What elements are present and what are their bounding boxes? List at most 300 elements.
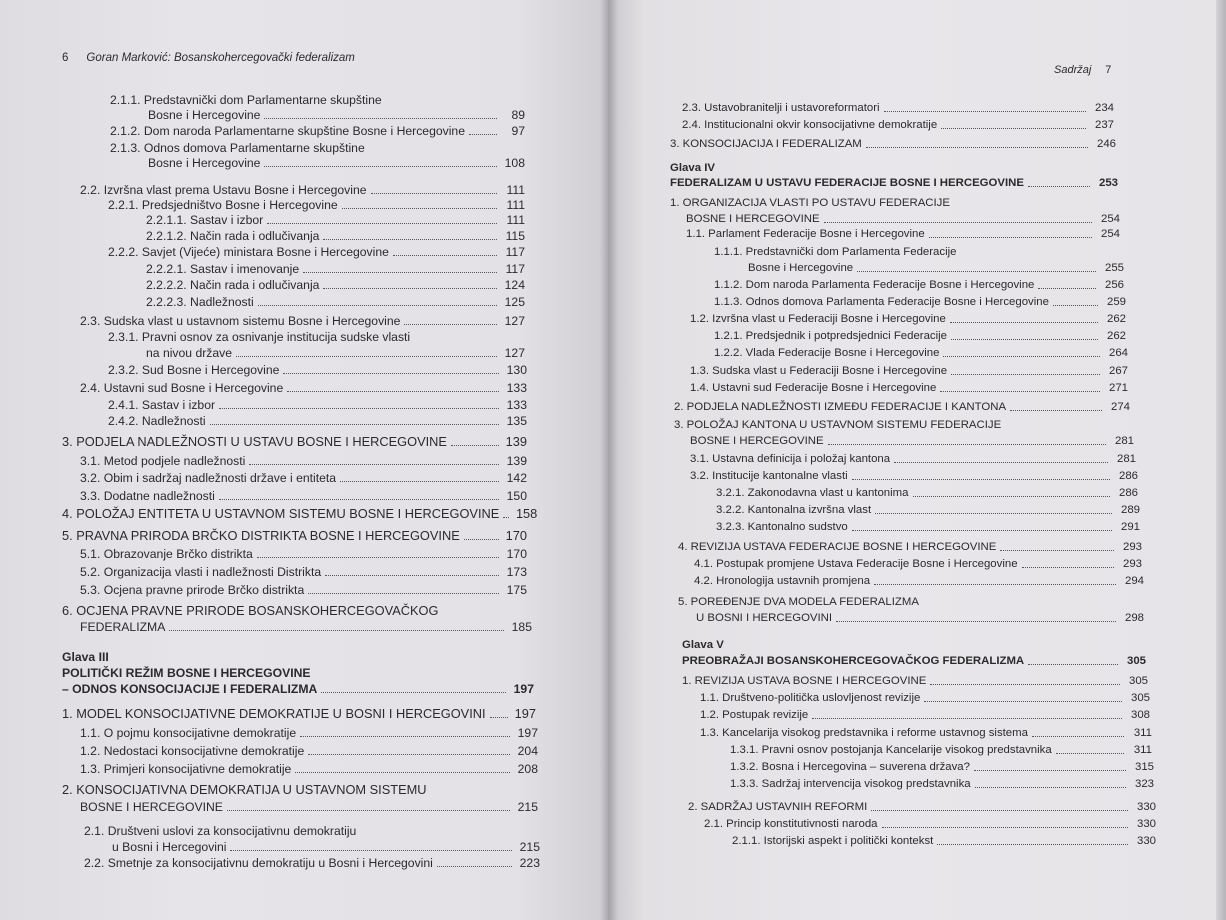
toc-entry-label: 2.2.2.1. Sastav i imenovanje	[146, 262, 300, 276]
toc-entry-page-number: 111	[506, 213, 525, 227]
dot-leader	[451, 445, 499, 446]
dot-leader	[267, 223, 497, 224]
toc-entry-page-number: 256	[1104, 279, 1124, 291]
toc-entry-page-number: 108	[504, 156, 525, 170]
toc-entry-label: FEDERALIZAM U USTAVU FEDERACIJE BOSNE I HERCEGOVINE	[670, 177, 1024, 189]
dot-leader	[258, 305, 497, 306]
toc-entry-2-1-drustveni-uslovi-za-konsocijativnu-d: 2.1. Društveni uslovi za konsocijativnu demokratiju	[84, 824, 357, 838]
dot-leader	[894, 462, 1108, 463]
toc-entry-page-number: 286	[1118, 470, 1138, 482]
toc-entry-label: 2.1.2. Dom naroda Parlamentarne skupštine Bosne i Hercegovine	[110, 124, 465, 138]
dot-leader	[210, 424, 499, 425]
toc-entry-2-4-1-sastav-i-izbor	[108, 398, 527, 412]
toc-entry-page-number: 139	[505, 434, 527, 449]
toc-entry-label: Bosne i Hercegovine	[748, 262, 854, 274]
toc-entry-page-number: 330	[1136, 818, 1156, 830]
dot-leader	[303, 272, 497, 273]
toc-entry-label: 3.2. Obim i sadržaj nadležnosti države i entiteta	[80, 471, 337, 485]
toc-entry-label: 3.2. Institucije kantonalne vlasti	[690, 470, 848, 482]
toc-entry-6-ocjena-pravne-prirode-bosanskohercegov: 6. OCJENA PRAVNE PRIRODE BOSANSKOHERCEGOVAČKOG	[62, 603, 439, 618]
toc-entry-label: 1. REVIZIJA USTAVA BOSNE I HERCEGOVINE	[682, 675, 927, 687]
toc-entry-page-number: 185	[511, 620, 532, 634]
toc-entry-label: 2.1. Princip konstitutivnosti naroda	[704, 818, 878, 830]
dot-leader	[929, 237, 1092, 238]
toc-entry-label: – ODNOS KONSOCIJACIJE I FEDERALIZMA	[62, 682, 318, 696]
toc-entry-label: 2.3. Ustavobranitelji i ustavoreformatori	[682, 102, 880, 114]
toc-entry-label: 3.1. Metod podjele nadležnosti	[80, 454, 246, 468]
toc-entry-page-number: 215	[517, 800, 538, 814]
dot-leader	[295, 772, 510, 773]
toc-entry-page-number: 170	[506, 547, 527, 561]
toc-entry-page-number: 264	[1108, 347, 1128, 359]
toc-entry-3-2-1-zakonodavna-vlast-u-kantonima	[716, 486, 1138, 500]
toc-entry-4-polozaj-entiteta-u-ustavnom-sistemu-bo	[62, 506, 538, 521]
toc-entry-page-number: 289	[1120, 504, 1140, 516]
toc-entry-2-2-1-predsjednistvo-bosne-i-hercegovine	[108, 198, 525, 212]
toc-entry-2-1-1-predstavnicki-dom-parlamentarne-sk: 2.1.1. Predstavnički dom Parlamentarne skupštine	[110, 93, 382, 107]
toc-entry-label: 1.3. Sudska vlast u Federaciji Bosne i Hercegovine	[690, 365, 948, 377]
toc-entry-label: 2.2.1.1. Sastav i izbor	[146, 213, 264, 227]
toc-entry-label: 4. POLOŽAJ ENTITETA U USTAVNOM SISTEMU BOSNE I HERCEGOVINE	[62, 506, 500, 521]
toc-entry-1-2-nedostaci-konsocijativne-demokratije	[80, 744, 538, 758]
toc-entry-page-number: 234	[1094, 102, 1114, 114]
toc-entry-2-2-1-2-nacin-rada-i-odlucivanja	[146, 229, 525, 243]
dot-leader	[257, 557, 499, 558]
toc-entry-4-1-postupak-promjene-ustava-federacije-	[694, 557, 1142, 571]
toc-entry-2-4-institucionalni-okvir-konsocijativne	[682, 118, 1114, 132]
toc-entry-label: 1.1.2. Dom naroda Parlamenta Federacije Bosne i Hercegovine	[714, 279, 1035, 291]
toc-entry-page-number: 133	[506, 398, 527, 412]
toc-entry-2-2-1-1-sastav-i-izbor	[146, 213, 525, 227]
toc-entry-2-4-ustavni-sud-bosne-i-hercegovine	[80, 381, 527, 395]
dot-leader	[924, 701, 1122, 702]
toc-entry-label: 5.1. Obrazovanje Brčko distrikta	[80, 547, 253, 561]
toc-entry-label: 1.1. Društveno-politička uslovljenost revizije	[700, 692, 921, 704]
toc-entry-label: 2.3.2. Sud Bosne i Hercegovine	[108, 363, 280, 377]
toc-entry-1-organizacija-vlasti-po-ustavu-federaci: 1. ORGANIZACIJA VLASTI PO USTAVU FEDERACIJE	[670, 197, 950, 209]
toc-entry-3-1-metod-podjele-nadleznosti	[80, 454, 527, 468]
toc-entry-3-polozaj-kantona-u-ustavnom-sistemu-fed: 3. POLOŽAJ KANTONA U USTAVNOM SISTEMU FEDERACIJE	[674, 419, 1002, 431]
toc-entry-politicki-rezim-bosne-i-hercegovine: POLITIČKI REŽIM BOSNE I HERCEGOVINE	[62, 666, 311, 680]
toc-entry-page-number: 117	[505, 245, 525, 259]
toc-entry-label: 2.2. Smetnje za konsocijativnu demokratiju u Bosni i Hercegovini	[84, 856, 433, 870]
toc-entry-page-number: 262	[1106, 313, 1126, 325]
toc-entry-page-number: 111	[506, 183, 525, 197]
dot-leader	[1053, 305, 1098, 306]
toc-entry-odnos-konsocijacije-i-federalizma	[62, 682, 534, 696]
toc-entry-page-number: 223	[519, 856, 540, 870]
toc-entry-label: PREOBRAŽAJI BOSANSKOHERCEGOVAČKOG FEDERALIZMA	[682, 655, 1025, 667]
toc-entry-label: 2.1.1. Istorijski aspekt i politički kontekst	[732, 835, 934, 847]
toc-entry-page-number: 311	[1133, 744, 1152, 756]
dot-leader	[1038, 288, 1096, 289]
toc-entry-page-number: 274	[1110, 401, 1130, 413]
toc-entry-page-number: 253	[1098, 177, 1118, 189]
toc-entry-u-bosni-i-hercegovini	[696, 611, 1144, 625]
toc-entry-1-2-postupak-revizije	[700, 708, 1150, 722]
toc-entry-3-konsocijacija-i-federalizam	[670, 137, 1116, 151]
toc-entry-1-1-3-odnos-domova-parlamenta-federacije	[714, 295, 1126, 309]
toc-entry-page-number: 267	[1108, 365, 1128, 377]
toc-entry-label: 3. PODJELA NADLEŽNOSTI U USTAVU BOSNE I HERCEGOVINE	[62, 434, 447, 449]
toc-entry-1-3-primjeri-konsocijativne-demokratije	[80, 762, 538, 776]
left-page-number: 6	[62, 52, 69, 64]
toc-entry-label: FEDERALIZMA	[80, 620, 166, 634]
dot-leader	[219, 408, 499, 409]
toc-entry-label: 3.2.2. Kantonalna izvršna vlast	[716, 504, 872, 516]
right-page-header: Sadržaj	[1054, 64, 1092, 76]
right-page-number: 7	[1105, 64, 1112, 76]
toc-entry-preobrazaji-bosanskohercegovackog-federa	[682, 654, 1146, 668]
toc-entry-page-number: 311	[1133, 727, 1152, 739]
dot-leader	[866, 147, 1088, 148]
toc-entry-1-3-2-bosna-i-hercegovina-suverena-drzav	[730, 760, 1154, 774]
toc-entry-page-number: 150	[506, 489, 527, 503]
toc-entry-label: 1.3.1. Pravni osnov postojanja Kancelarije visokog predstavnika	[730, 744, 1052, 756]
toc-entry-label: 1.4. Ustavni sud Federacije Bosne i Hercegovine	[690, 382, 937, 394]
toc-entry-3-2-obim-i-sadrzaj-nadleznosti-drzave-i-	[80, 471, 527, 485]
toc-entry-2-2-2-3-nadleznosti	[146, 295, 525, 309]
dot-leader	[974, 770, 1126, 771]
dot-leader	[884, 111, 1086, 112]
toc-entry-2-3-1-pravni-osnov-za-osnivanje-instituc: 2.3.1. Pravni osnov za osnivanje institucija sudske vlasti	[108, 330, 411, 344]
dot-leader	[882, 827, 1129, 828]
toc-entry-1-3-1-pravni-osnov-postojanja-kancelarij	[730, 743, 1152, 757]
toc-entry-label: 2.4.1. Sastav i izbor	[108, 398, 216, 412]
toc-entry-page-number: 298	[1124, 612, 1144, 624]
toc-entry-label: 2. PODJELA NADLEŽNOSTI IZMEĐU FEDERACIJE I KANTONA	[674, 401, 1007, 413]
toc-entry-label: 2.4.2. Nadležnosti	[108, 414, 206, 428]
toc-entry-glava-iv: Glava IV	[670, 162, 715, 174]
toc-entry-label: 1.2. Nedostaci konsocijativne demokratije	[80, 744, 305, 758]
toc-entry-bosne-i-hercegovine	[686, 212, 1120, 226]
dot-leader	[857, 271, 1096, 272]
dot-leader	[1028, 186, 1090, 187]
dot-leader	[937, 844, 1128, 845]
dot-leader	[283, 373, 499, 374]
toc-entry-bosne-i-hercegovine	[748, 261, 1124, 275]
toc-entry-label: na nivou države	[146, 346, 233, 360]
dot-leader	[875, 513, 1112, 514]
toc-entry-label: BOSNE I HERCEGOVINE	[686, 213, 820, 225]
dot-leader	[404, 324, 497, 325]
right-page	[608, 0, 1226, 920]
toc-entry-page-number: 173	[506, 565, 527, 579]
dot-leader	[321, 692, 506, 693]
toc-entry-page-number: 281	[1116, 453, 1136, 465]
dot-leader	[1022, 567, 1114, 568]
toc-entry-1-1-1-predstavnicki-dom-parlamenta-feder: 1.1.1. Predstavnički dom Parlamenta Federacije	[714, 246, 957, 258]
toc-entry-label: 3.2.3. Kantonalno sudstvo	[716, 521, 848, 533]
toc-entry-page-number: 254	[1100, 228, 1120, 240]
toc-entry-1-2-izvrsna-vlast-u-federaciji-bosne-i-h	[690, 312, 1126, 326]
toc-entry-bosne-i-hercegovine	[80, 800, 538, 814]
toc-entry-page-number: 255	[1104, 262, 1124, 274]
dot-leader	[1032, 736, 1124, 737]
dot-leader	[227, 810, 510, 811]
toc-entry-2-4-2-nadleznosti	[108, 414, 527, 428]
toc-entry-page-number: 97	[511, 124, 525, 138]
dot-leader	[287, 391, 499, 392]
toc-entry-label: Bosne i Hercegovine	[148, 108, 261, 122]
toc-entry-na-nivou-drzave	[146, 346, 525, 360]
toc-entry-glava-v: Glava V	[682, 639, 724, 651]
dot-leader	[852, 479, 1110, 480]
dot-leader	[249, 464, 499, 465]
toc-entry-5-2-organizacija-vlasti-i-nadleznosti-di	[80, 565, 527, 579]
toc-entry-page-number: 139	[506, 454, 527, 468]
toc-entry-label: 1.3. Kancelarija visokog predstavnika i reforme ustavnog sistema	[700, 727, 1028, 739]
dot-leader	[1000, 550, 1114, 551]
toc-entry-page-number: 259	[1106, 296, 1126, 308]
dot-leader	[951, 339, 1098, 340]
dot-leader	[943, 356, 1100, 357]
dot-leader	[836, 621, 1116, 622]
toc-entry-page-number: 308	[1130, 709, 1150, 721]
dot-leader	[340, 481, 499, 482]
toc-entry-1-4-ustavni-sud-federacije-bosne-i-herce	[690, 381, 1128, 395]
toc-entry-label: 1.1. Parlament Federacije Bosne i Hercegovine	[686, 228, 925, 240]
toc-entry-3-1-ustavna-definicija-i-polozaj-kantona	[690, 452, 1136, 466]
toc-entry-label: 1.1. O pojmu konsocijativne demokratije	[80, 726, 297, 740]
toc-entry-label: 2.3. Sudska vlast u ustavnom sistemu Bosne i Hercegovine	[80, 314, 401, 328]
toc-entry-label: 2.2.2.3. Nadležnosti	[146, 295, 254, 309]
toc-entry-label: 5.3. Ocjena pravne prirode Brčko distrikta	[80, 583, 305, 597]
toc-entry-label: 1.3.3. Sadržaj intervencija visokog predstavnika	[730, 778, 971, 790]
toc-entry-page-number: 286	[1118, 487, 1138, 499]
dot-leader	[342, 208, 497, 209]
toc-entry-2-2-2-savjet-vijece-ministara-bosne-i-he	[108, 245, 525, 259]
toc-entry-label: 1.3.2. Bosna i Hercegovina – suverena država?	[730, 761, 970, 773]
toc-entry-1-3-3-sadrzaj-intervencija-visokog-preds	[730, 777, 1154, 791]
toc-entry-2-2-smetnje-za-konsocijativnu-demokratij	[84, 856, 540, 870]
dot-leader	[393, 255, 497, 256]
toc-entry-label: 1.2. Izvršna vlast u Federaciji Bosne i Hercegovine	[690, 313, 946, 325]
toc-entry-label: 1.1.3. Odnos domova Parlamenta Federacije Bosne i Hercegovine	[714, 296, 1049, 308]
toc-entry-2-2-2-1-sastav-i-imenovanje	[146, 262, 525, 276]
left-page-header: Goran Marković: Bosanskohercegovački federalizam	[86, 52, 355, 64]
toc-entry-4-2-hronologija-ustavnih-promjena	[694, 574, 1144, 588]
toc-entry-label: 4.1. Postupak promjene Ustava Federacije Bosne i Hercegovine	[694, 558, 1018, 570]
toc-entry-2-1-princip-konstitutivnosti-naroda	[704, 817, 1156, 831]
toc-entry-page-number: 262	[1106, 330, 1126, 342]
toc-entry-label: 1. MODEL KONSOCIJATIVNE DEMOKRATIJE U BOSNI I HERCEGOVINI	[62, 706, 486, 721]
dot-leader	[236, 356, 497, 357]
toc-entry-page-number: 293	[1122, 558, 1142, 570]
dot-leader	[169, 630, 504, 631]
toc-entry-label: 2.2. Izvršna vlast prema Ustavu Bosne i Hercegovine	[80, 183, 367, 197]
toc-entry-2-3-ustavobranitelji-i-ustavoreformatori	[682, 101, 1114, 115]
dot-leader	[503, 517, 509, 518]
toc-entry-page-number: 246	[1096, 138, 1116, 150]
dot-leader	[1056, 753, 1124, 754]
dot-leader	[219, 499, 499, 500]
toc-entry-label: 3.1. Ustavna definicija i položaj kantona	[690, 453, 891, 465]
toc-entry-page-number: 197	[513, 682, 534, 696]
toc-entry-u-bosni-i-hercegovini	[112, 840, 540, 854]
toc-entry-2-3-sudska-vlast-u-ustavnom-sistemu-bosn	[80, 314, 525, 328]
dot-leader	[975, 787, 1126, 788]
toc-entry-page-number: 315	[1134, 761, 1154, 773]
toc-entry-1-1-parlament-federacije-bosne-i-hercego	[686, 227, 1120, 241]
toc-entry-3-2-3-kantonalno-sudstvo	[716, 520, 1140, 534]
toc-entry-2-1-3-odnos-domova-parlamentarne-skupsti: 2.1.3. Odnos domova Parlamentarne skupštine	[110, 141, 365, 155]
toc-entry-page-number: 305	[1130, 692, 1150, 704]
dot-leader	[824, 222, 1092, 223]
toc-entry-2-sadrzaj-ustavnih-reformi	[688, 800, 1156, 814]
toc-entry-4-revizija-ustava-federacije-bosne-i-her	[678, 540, 1142, 554]
toc-entry-2-1-1-istorijski-aspekt-i-politicki-kont	[732, 834, 1156, 848]
dot-leader	[913, 496, 1111, 497]
toc-entry-2-podjela-nadleznosti-izme-u-federacije-	[674, 400, 1130, 414]
toc-entry-1-1-drustveno-politicka-uslovljenost-rev	[700, 691, 1150, 705]
dot-leader	[1010, 410, 1102, 411]
toc-entry-page-number: 133	[506, 381, 527, 395]
toc-entry-federalizam-u-ustavu-federacije-bosne-i-	[670, 176, 1118, 190]
left-page	[0, 0, 608, 920]
toc-entry-label: 3.3. Dodatne nadležnosti	[80, 489, 215, 503]
toc-entry-label: 2.2.1. Predsjedništvo Bosne i Hercegovine	[108, 198, 338, 212]
toc-entry-page-number: 158	[515, 506, 538, 521]
toc-entry-label: 4.2. Hronologija ustavnih promjena	[694, 575, 871, 587]
toc-entry-bosne-i-hercegovine	[690, 434, 1134, 448]
toc-entry-2-3-2-sud-bosne-i-hercegovine	[108, 363, 527, 377]
toc-entry-page-number: 135	[506, 414, 527, 428]
dot-leader	[264, 166, 497, 167]
toc-entry-1-1-o-pojmu-konsocijativne-demokratije	[80, 726, 538, 740]
dot-leader	[852, 530, 1112, 531]
toc-entry-5-1-obrazovanje-brcko-distrikta	[80, 547, 527, 561]
toc-entry-page-number: 294	[1124, 575, 1144, 587]
dot-leader	[930, 684, 1120, 685]
dot-leader	[308, 593, 499, 594]
dot-leader	[950, 322, 1098, 323]
page-edge	[1216, 0, 1226, 920]
toc-entry-1-3-sudska-vlast-u-federaciji-bosne-i-he	[690, 364, 1128, 378]
toc-entry-2-2-izvrsna-vlast-prema-ustavu-bosne-i-h	[80, 183, 525, 197]
toc-entry-page-number: 323	[1134, 778, 1154, 790]
toc-entry-label: 5. PRAVNA PRIRODA BRČKO DISTRIKTA BOSNE I HERCEGOVINE	[62, 528, 460, 543]
toc-entry-page-number: 111	[506, 198, 525, 212]
right-running-head	[1054, 64, 1111, 76]
toc-entry-page-number: 89	[511, 108, 525, 122]
toc-entry-page-number: 330	[1136, 801, 1156, 813]
toc-entry-page-number: 197	[517, 726, 538, 740]
toc-entry-page-number: 117	[505, 262, 525, 276]
toc-entry-page-number: 124	[504, 278, 525, 292]
toc-entry-page-number: 305	[1126, 655, 1146, 667]
dot-leader	[371, 193, 497, 194]
toc-entry-page-number: 127	[504, 314, 525, 328]
toc-entry-3-2-2-kantonalna-izvrsna-vlast	[716, 503, 1140, 517]
toc-entry-page-number: 170	[505, 528, 527, 543]
left-running-head	[62, 52, 355, 64]
toc-entry-page-number: 127	[504, 346, 525, 360]
toc-entry-federalizma	[80, 620, 532, 634]
toc-entry-page-number: 115	[505, 229, 525, 243]
dot-leader	[1028, 664, 1118, 665]
dot-leader	[469, 134, 497, 135]
toc-entry-1-3-kancelarija-visokog-predstavnika-i-r	[700, 726, 1152, 740]
dot-leader	[300, 736, 510, 737]
toc-entry-2-2-2-2-nacin-rada-i-odlucivanja	[146, 278, 525, 292]
dot-leader	[464, 539, 499, 540]
toc-entry-label: 4. REVIZIJA USTAVA FEDERACIJE BOSNE I HERCEGOVINE	[678, 541, 997, 553]
toc-entry-page-number: 330	[1136, 835, 1156, 847]
dot-leader	[308, 754, 510, 755]
dot-leader	[264, 118, 497, 119]
toc-entry-page-number: 215	[519, 840, 540, 854]
toc-entry-label: 2. SADRŽAJ USTAVNIH REFORMI	[688, 801, 868, 813]
toc-entry-bosne-i-hercegovine	[148, 108, 525, 122]
toc-entry-5-pore-enje-dva-modela-federalizma: 5. POREĐENJE DVA MODELA FEDERALIZMA	[678, 596, 919, 608]
dot-leader	[828, 444, 1106, 445]
toc-entry-label: 1.2. Postupak revizije	[700, 709, 809, 721]
dot-leader	[874, 584, 1116, 585]
toc-entry-page-number: 291	[1120, 521, 1140, 533]
dot-leader	[941, 128, 1086, 129]
toc-entry-1-2-2-vlada-federacije-bosne-i-hercegovi	[714, 346, 1128, 360]
dot-leader	[230, 850, 512, 851]
toc-entry-page-number: 125	[504, 295, 525, 309]
dot-leader	[871, 810, 1128, 811]
toc-entry-label: 2.2.2.2. Način rada i odlučivanja	[146, 278, 320, 292]
dot-leader	[323, 288, 497, 289]
toc-entry-label: 3. KONSOCIJACIJA I FEDERALIZAM	[670, 138, 862, 150]
toc-entry-2-konsocijativna-demokratija-u-ustavnom-: 2. KONSOCIJATIVNA DEMOKRATIJA U USTAVNOM SISTEMU	[62, 782, 427, 797]
toc-entry-3-podjela-nadleznosti-u-ustavu-bosne-i-h	[62, 435, 527, 449]
toc-entry-page-number: 281	[1114, 435, 1134, 447]
toc-entry-1-revizija-ustava-bosne-i-hercegovine	[682, 674, 1148, 688]
dot-leader	[437, 866, 512, 867]
toc-entry-page-number: 130	[506, 363, 527, 377]
toc-entry-page-number: 197	[514, 706, 536, 721]
toc-entry-label: U BOSNI I HERCEGOVINI	[696, 612, 833, 624]
toc-entry-label: Bosne i Hercegovine	[148, 156, 261, 170]
toc-entry-page-number: 254	[1100, 213, 1120, 225]
toc-entry-page-number: 237	[1094, 119, 1114, 131]
toc-entry-page-number: 271	[1108, 382, 1128, 394]
toc-entry-label: 1.2.2. Vlada Federacije Bosne i Hercegovine	[714, 347, 940, 359]
toc-entry-page-number: 175	[506, 583, 527, 597]
toc-entry-label: 2.2.2. Savjet (Vijeće) ministara Bosne i Hercegovine	[108, 245, 389, 259]
toc-entry-1-1-2-dom-naroda-parlamenta-federacije-b	[714, 278, 1124, 292]
dot-leader	[951, 374, 1100, 375]
toc-entry-bosne-i-hercegovine	[148, 156, 525, 170]
toc-entry-page-number: 305	[1128, 675, 1148, 687]
toc-entry-page-number: 208	[517, 762, 538, 776]
toc-entry-5-3-ocjena-pravne-prirode-brcko-distrikt	[80, 583, 527, 597]
toc-entry-glava-iii: Glava III	[62, 650, 109, 664]
toc-entry-1-model-konsocijativne-demokratije-u-bos	[62, 707, 536, 721]
toc-entry-1-2-1-predsjednik-i-potpredsjednici-fede	[714, 329, 1126, 343]
toc-entry-page-number: 293	[1122, 541, 1142, 553]
toc-entry-3-3-dodatne-nadleznosti	[80, 489, 527, 503]
toc-entry-label: 1.3. Primjeri konsocijativne demokratije	[80, 762, 292, 776]
toc-entry-3-2-institucije-kantonalne-vlasti	[690, 469, 1138, 483]
toc-entry-label: 2.4. Ustavni sud Bosne i Hercegovine	[80, 381, 284, 395]
dot-leader	[490, 717, 508, 718]
toc-entry-label: 2.4. Institucionalni okvir konsocijativne demokratije	[682, 119, 938, 131]
toc-entry-label: BOSNE I HERCEGOVINE	[80, 800, 223, 814]
dot-leader	[323, 239, 497, 240]
dot-leader	[812, 718, 1122, 719]
toc-entry-label: 3.2.1. Zakonodavna vlast u kantonima	[716, 487, 909, 499]
toc-entry-label: u Bosni i Hercegovini	[112, 840, 227, 854]
toc-entry-5-pravna-priroda-brcko-distrikta-bosne-i	[62, 529, 527, 543]
toc-entry-label: 1.2.1. Predsjednik i potpredsjednici Federacije	[714, 330, 948, 342]
toc-entry-label: 2.2.1.2. Način rada i odlučivanja	[146, 229, 320, 243]
